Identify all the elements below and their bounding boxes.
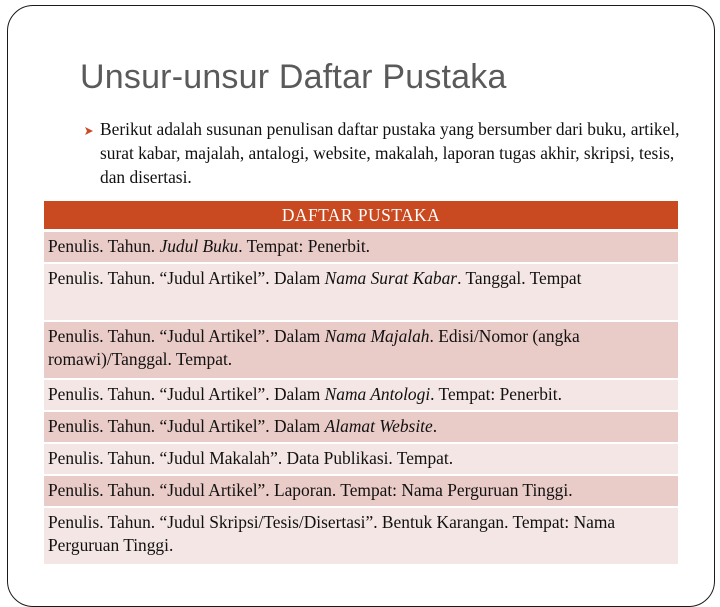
table-cell xyxy=(44,507,678,565)
bullet-icon xyxy=(84,126,94,136)
table-row xyxy=(44,443,678,475)
table-row xyxy=(44,231,678,264)
table-row xyxy=(44,379,678,411)
cell-text: Penulis. Tahun. “Judul Skripsi/Tesis/Disertasi”. Bentuk Karangan. Tempat: Nama Perguruan Tinggi. xyxy=(48,512,616,555)
cell-text: . xyxy=(432,416,438,436)
table-cell xyxy=(44,231,678,264)
intro-paragraph: Berikut adalah susunan penulisan daftar pustaka yang bersumber dari buku, artikel, surat kabar, majalah, antalogi, website, makalah, laporan tugas akhir, skripsi, tesis, dan disertasi. xyxy=(100,119,680,187)
cell-text: Penulis. Tahun. “Judul Artikel”. Dalam xyxy=(48,384,325,404)
cell-text: Penulis. Tahun. “Judul Artikel”. Laporan. Tempat: Nama Perguruan Tinggi. xyxy=(48,480,573,500)
slide-title: Unsur-unsur Daftar Pustaka xyxy=(80,58,507,96)
cell-text: . Tempat: Penerbit. xyxy=(430,384,562,404)
cell-italic: Judul Buku xyxy=(159,236,239,256)
cell-italic: Nama Majalah xyxy=(324,326,430,346)
table-row xyxy=(44,411,678,443)
cell-italic: Alamat Website xyxy=(324,416,433,436)
table-cell xyxy=(44,411,678,443)
cell-text: Penulis. Tahun. “Judul Artikel”. Dalam xyxy=(48,326,325,346)
cell-text: Penulis. Tahun. xyxy=(48,236,160,256)
table-row xyxy=(44,475,678,507)
cell-text: Penulis. Tahun. “Judul Artikel”. Dalam xyxy=(48,268,325,288)
cell-text: . Edisi/Nomor (angka romawi)/Tanggal. Tempat. xyxy=(48,326,580,369)
cell-italic: Nama Antologi xyxy=(324,384,431,404)
table-header-row xyxy=(44,201,678,231)
table-header: DAFTAR PUSTAKA xyxy=(44,201,678,231)
table-row xyxy=(44,263,678,321)
bibliography-table xyxy=(44,201,678,566)
table-cell xyxy=(44,321,678,379)
table-row xyxy=(44,507,678,565)
table-cell xyxy=(44,379,678,411)
table-cell xyxy=(44,443,678,475)
table-cell xyxy=(44,263,678,321)
table-cell xyxy=(44,475,678,507)
cell-text: . Tempat: Penerbit. xyxy=(238,236,370,256)
cell-italic: Nama Surat Kabar xyxy=(324,268,458,288)
cell-text: . Tanggal. Tempat xyxy=(457,268,582,288)
table-row xyxy=(44,321,678,379)
cell-text: Penulis. Tahun. “Judul Makalah”. Data Publikasi. Tempat. xyxy=(48,448,454,468)
cell-text: Penulis. Tahun. “Judul Artikel”. Dalam xyxy=(48,416,325,436)
